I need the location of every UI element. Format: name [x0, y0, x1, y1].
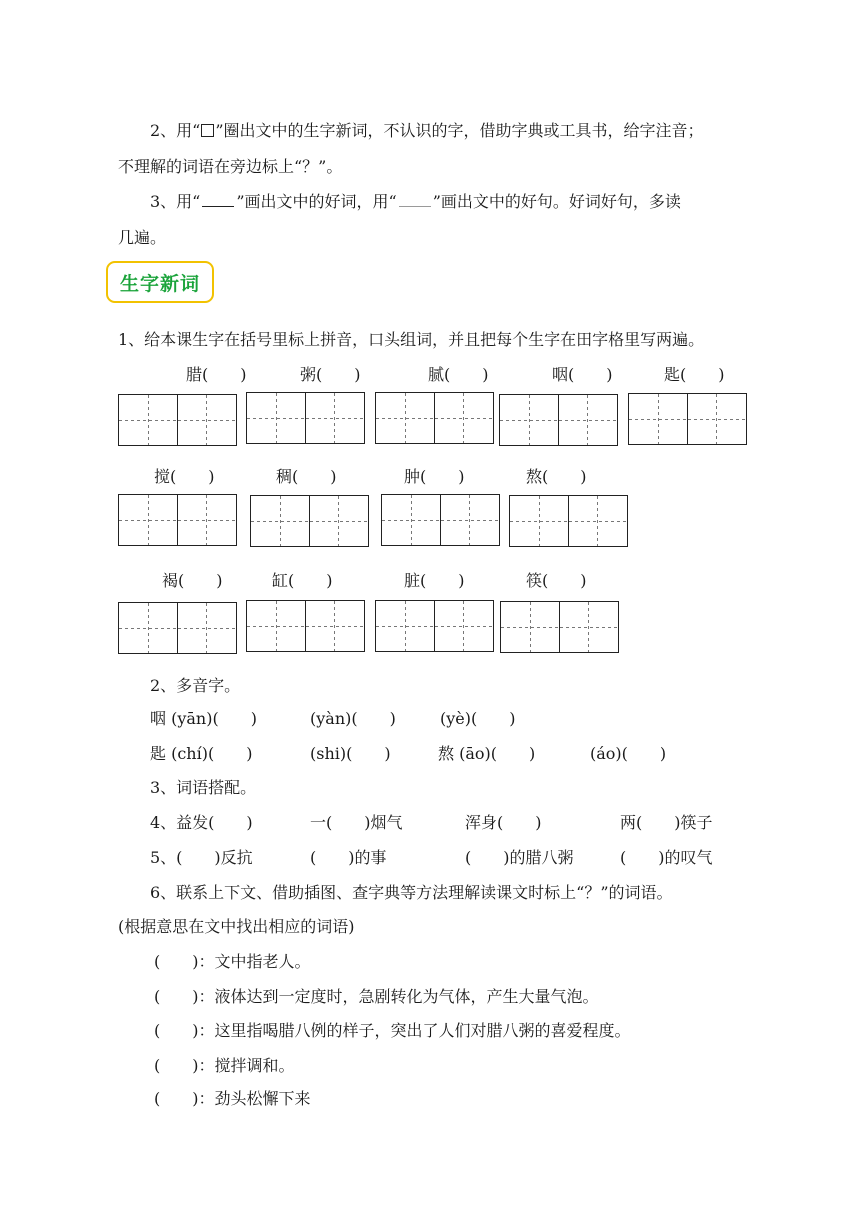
polyphone-item: 熬 (āo)( ): [438, 744, 536, 763]
tianzige-cell[interactable]: [177, 394, 237, 446]
tianzige-cell[interactable]: [246, 600, 306, 652]
collocation-item: ( )的叹气: [620, 848, 713, 867]
tianzige-grid[interactable]: [628, 393, 746, 445]
polyphone-item: 咽 (yān)( ): [150, 709, 257, 728]
tianzige-cell[interactable]: [559, 601, 619, 653]
tianzige-cell[interactable]: [246, 392, 306, 444]
q1-title: 1、给本课生字在括号里标上拼音，口头组词，并且把每个生字在田字格里写两遍。: [118, 330, 705, 349]
char-label: 粥( ): [300, 365, 361, 384]
char-label: 熬( ): [526, 467, 587, 486]
char-label: 褐( ): [162, 571, 223, 590]
q6-note: (根据意思在文中找出相应的词语): [118, 917, 355, 936]
thin-underline-icon: [399, 194, 431, 207]
char-label: 肿( ): [404, 467, 465, 486]
instruction-item-2: 2、用“ ”圈出文中的生字新词，不认识的字，借助字典或工具书，给字注音；: [150, 121, 704, 140]
tianzige-cell[interactable]: [305, 392, 365, 444]
definition-item: ( )：劲头松懈下来: [154, 1089, 311, 1108]
tianzige-grid[interactable]: [500, 601, 618, 653]
tianzige-cell[interactable]: [509, 495, 569, 547]
tianzige-grid[interactable]: [375, 392, 493, 444]
tianzige-grid[interactable]: [118, 394, 236, 446]
q2-title: 2、多音字。: [150, 676, 241, 695]
tianzige-cell[interactable]: [118, 494, 178, 546]
tianzige-cell[interactable]: [440, 494, 500, 546]
definition-item: ( )：液体达到一定度时，急剧转化为气体，产生大量气泡。: [154, 987, 599, 1006]
char-label: 缸( ): [272, 571, 333, 590]
char-label: 腊( ): [186, 365, 247, 384]
tianzige-cell[interactable]: [381, 494, 441, 546]
tianzige-cell[interactable]: [434, 600, 494, 652]
instruction-item-3-cont: 几遍。: [118, 228, 167, 247]
tianzige-cell[interactable]: [375, 600, 435, 652]
char-label: 稠( ): [276, 467, 337, 486]
tianzige-grid[interactable]: [246, 392, 364, 444]
char-label: 咽( ): [552, 365, 613, 384]
tianzige-cell[interactable]: [499, 394, 559, 446]
collocation-item: 两( )筷子: [620, 813, 713, 832]
collocation-item: 5、( )反抗: [150, 848, 253, 867]
polyphone-item: (shi)( ): [310, 744, 391, 763]
definition-item: ( )：搅拌调和。: [154, 1056, 295, 1075]
instruction-item-3: 3、用“ ”画出文中的好词，用“ ”画出文中的好句。好词好句，多读: [150, 192, 681, 211]
definition-item: ( )：这里指喝腊八例的样子，突出了人们对腊八粥的喜爱程度。: [154, 1021, 631, 1040]
collocation-item: 一( )烟气: [310, 813, 403, 832]
tianzige-cell[interactable]: [500, 601, 560, 653]
char-label: 搅( ): [154, 467, 215, 486]
polyphone-item: (yàn)( ): [310, 709, 396, 728]
q6-title: 6、联系上下文、借助插图、查字典等方法理解读课文时标上“？”的词语。: [150, 883, 673, 902]
tianzige-cell[interactable]: [118, 394, 178, 446]
char-label: 腻( ): [428, 365, 489, 384]
tianzige-grid[interactable]: [118, 602, 236, 654]
char-label: 脏( ): [404, 571, 465, 590]
section-badge: 生字新词: [106, 261, 214, 303]
collocation-item: ( )的腊八粥: [465, 848, 574, 867]
polyphone-item: (yè)( ): [440, 709, 516, 728]
collocation-item: 浑身( ): [465, 813, 542, 832]
solid-underline-icon: [202, 194, 234, 207]
tianzige-cell[interactable]: [250, 495, 310, 547]
tianzige-cell[interactable]: [568, 495, 628, 547]
collocation-item: 4、益发( ): [150, 813, 253, 832]
tianzige-cell[interactable]: [305, 600, 365, 652]
polyphone-item: (áo)( ): [590, 744, 667, 763]
char-label: 匙( ): [664, 365, 725, 384]
definition-item: ( )：文中指老人。: [154, 952, 311, 971]
tianzige-grid[interactable]: [118, 494, 236, 546]
tianzige-grid[interactable]: [499, 394, 617, 446]
tianzige-cell[interactable]: [628, 393, 688, 445]
tianzige-cell[interactable]: [309, 495, 369, 547]
tianzige-grid[interactable]: [375, 600, 493, 652]
collocation-item: ( )的事: [310, 848, 387, 867]
tianzige-cell[interactable]: [375, 392, 435, 444]
tianzige-cell[interactable]: [434, 392, 494, 444]
tianzige-cell[interactable]: [177, 602, 237, 654]
instruction-item-2-cont: 不理解的词语在旁边标上“？”。: [118, 157, 343, 176]
tianzige-cell[interactable]: [687, 393, 747, 445]
tianzige-grid[interactable]: [250, 495, 368, 547]
polyphone-item: 匙 (chí)( ): [150, 744, 253, 763]
char-label: 筷( ): [526, 571, 587, 590]
tianzige-grid[interactable]: [509, 495, 627, 547]
tianzige-cell[interactable]: [558, 394, 618, 446]
tianzige-grid[interactable]: [381, 494, 499, 546]
tianzige-grid[interactable]: [246, 600, 364, 652]
tianzige-cell[interactable]: [118, 602, 178, 654]
square-box-icon: [201, 124, 214, 137]
q3-title: 3、词语搭配。: [150, 778, 257, 797]
tianzige-cell[interactable]: [177, 494, 237, 546]
